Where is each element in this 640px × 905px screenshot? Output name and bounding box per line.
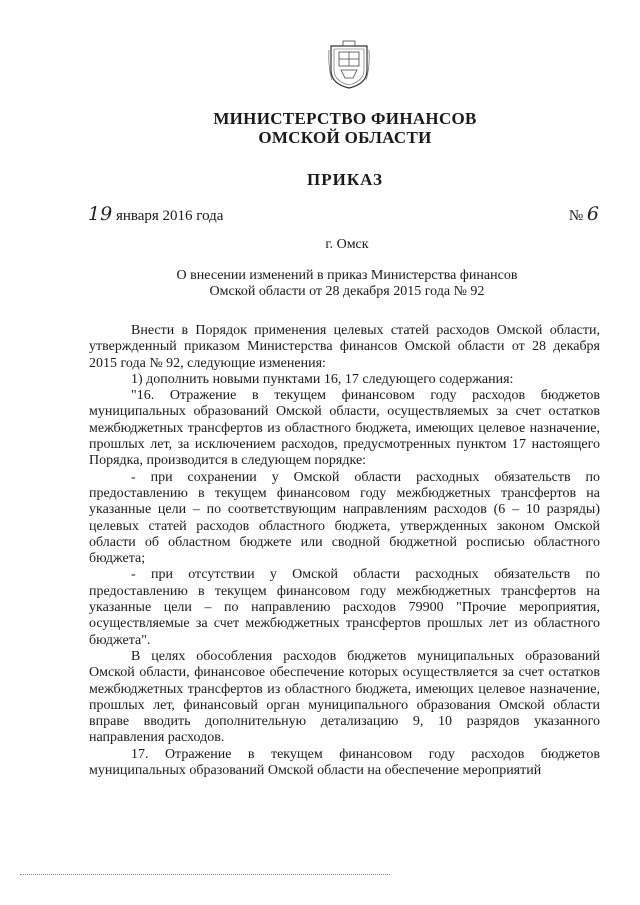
body-paragraph: - при отсутствии у Омской области расходных обязательств по предоставлению в текущем финансовом году межбюджетных трансфертов на указанные цели – по направлению расходов 79900 "Прочие мероприятия, осуществляемые за счет межбюджетных трансфертов прошлых лет из областного бюджета". — [89, 567, 600, 648]
number-label: № — [568, 208, 587, 224]
footer-divider — [20, 874, 390, 875]
body-paragraph: "16. Отражение в текущем финансовом году расходов бюджетов муниципальных образований Омской области, осуществляемых за счет остатков межбюджетных трансфертов из областного бюджета, имеющих целевое назначение, прошлых лет, за исключением расходов, предусмотренных пунктом 17 настоящего Порядка, производится в следующем порядке: — [89, 388, 600, 469]
order-subject — [0, 268, 640, 300]
city-name: г. Омск — [325, 237, 369, 252]
handwritten-date-day: 19 — [88, 203, 113, 225]
date-month-year: января 2016 года — [112, 208, 224, 224]
body-paragraph: - при сохранении у Омской области расходных обязательств по предоставлению в текущем финансовом году межбюджетных трансфертов на указанные цели – по соответствующим направлениям расходов (6 – 10 разряды) целевых статей расходов областного бюджета, утвержденных законом Омской области об областном бюджете или сводной бюджетной росписью областного бюджета; — [89, 469, 600, 567]
body-paragraph: 1) дополнить новыми пунктами 16, 17 следующего содержания: — [131, 371, 514, 387]
ministry-name-line2: ОМСКОЙ ОБЛАСТИ — [258, 128, 432, 147]
subject-line2: Омской области от 28 декабря 2015 года № 92 — [209, 284, 485, 299]
order-number — [569, 203, 599, 225]
handwritten-number: 6 — [586, 203, 599, 225]
ministry-name-line1: МИНИСТЕРСТВО ФИНАНСОВ — [213, 109, 477, 128]
body-paragraph: В целях обособления расходов бюджетов муниципальных образований Омской области, финансовое обеспечение которых осуществляется за счет остатков межбюджетных трансфертов из областного бюджета, имеющих целевое назначение, прошлых лет, финансовый орган муниципального образования Омской области вправе вводить дополнительную детализацию 9, 10 разрядов указанного направления расходов. — [89, 648, 600, 746]
order-date — [88, 203, 223, 225]
subject-line1: О внесении изменений в приказ Министерства финансов — [176, 268, 518, 283]
body-paragraph: Внести в Порядок применения целевых статей расходов Омской области, утвержденный приказом Министерства финансов Омской области от 28 декабря 2015 года № 92, следующие изменения: — [89, 323, 600, 371]
order-body — [89, 323, 600, 779]
document-type-title: ПРИКАЗ — [307, 170, 383, 189]
body-paragraph: 17. Отражение в текущем финансовом году расходов бюджетов муниципальных образований Омской области на обеспечение мероприятий — [89, 746, 600, 779]
coat-of-arms-emblem — [327, 40, 371, 90]
